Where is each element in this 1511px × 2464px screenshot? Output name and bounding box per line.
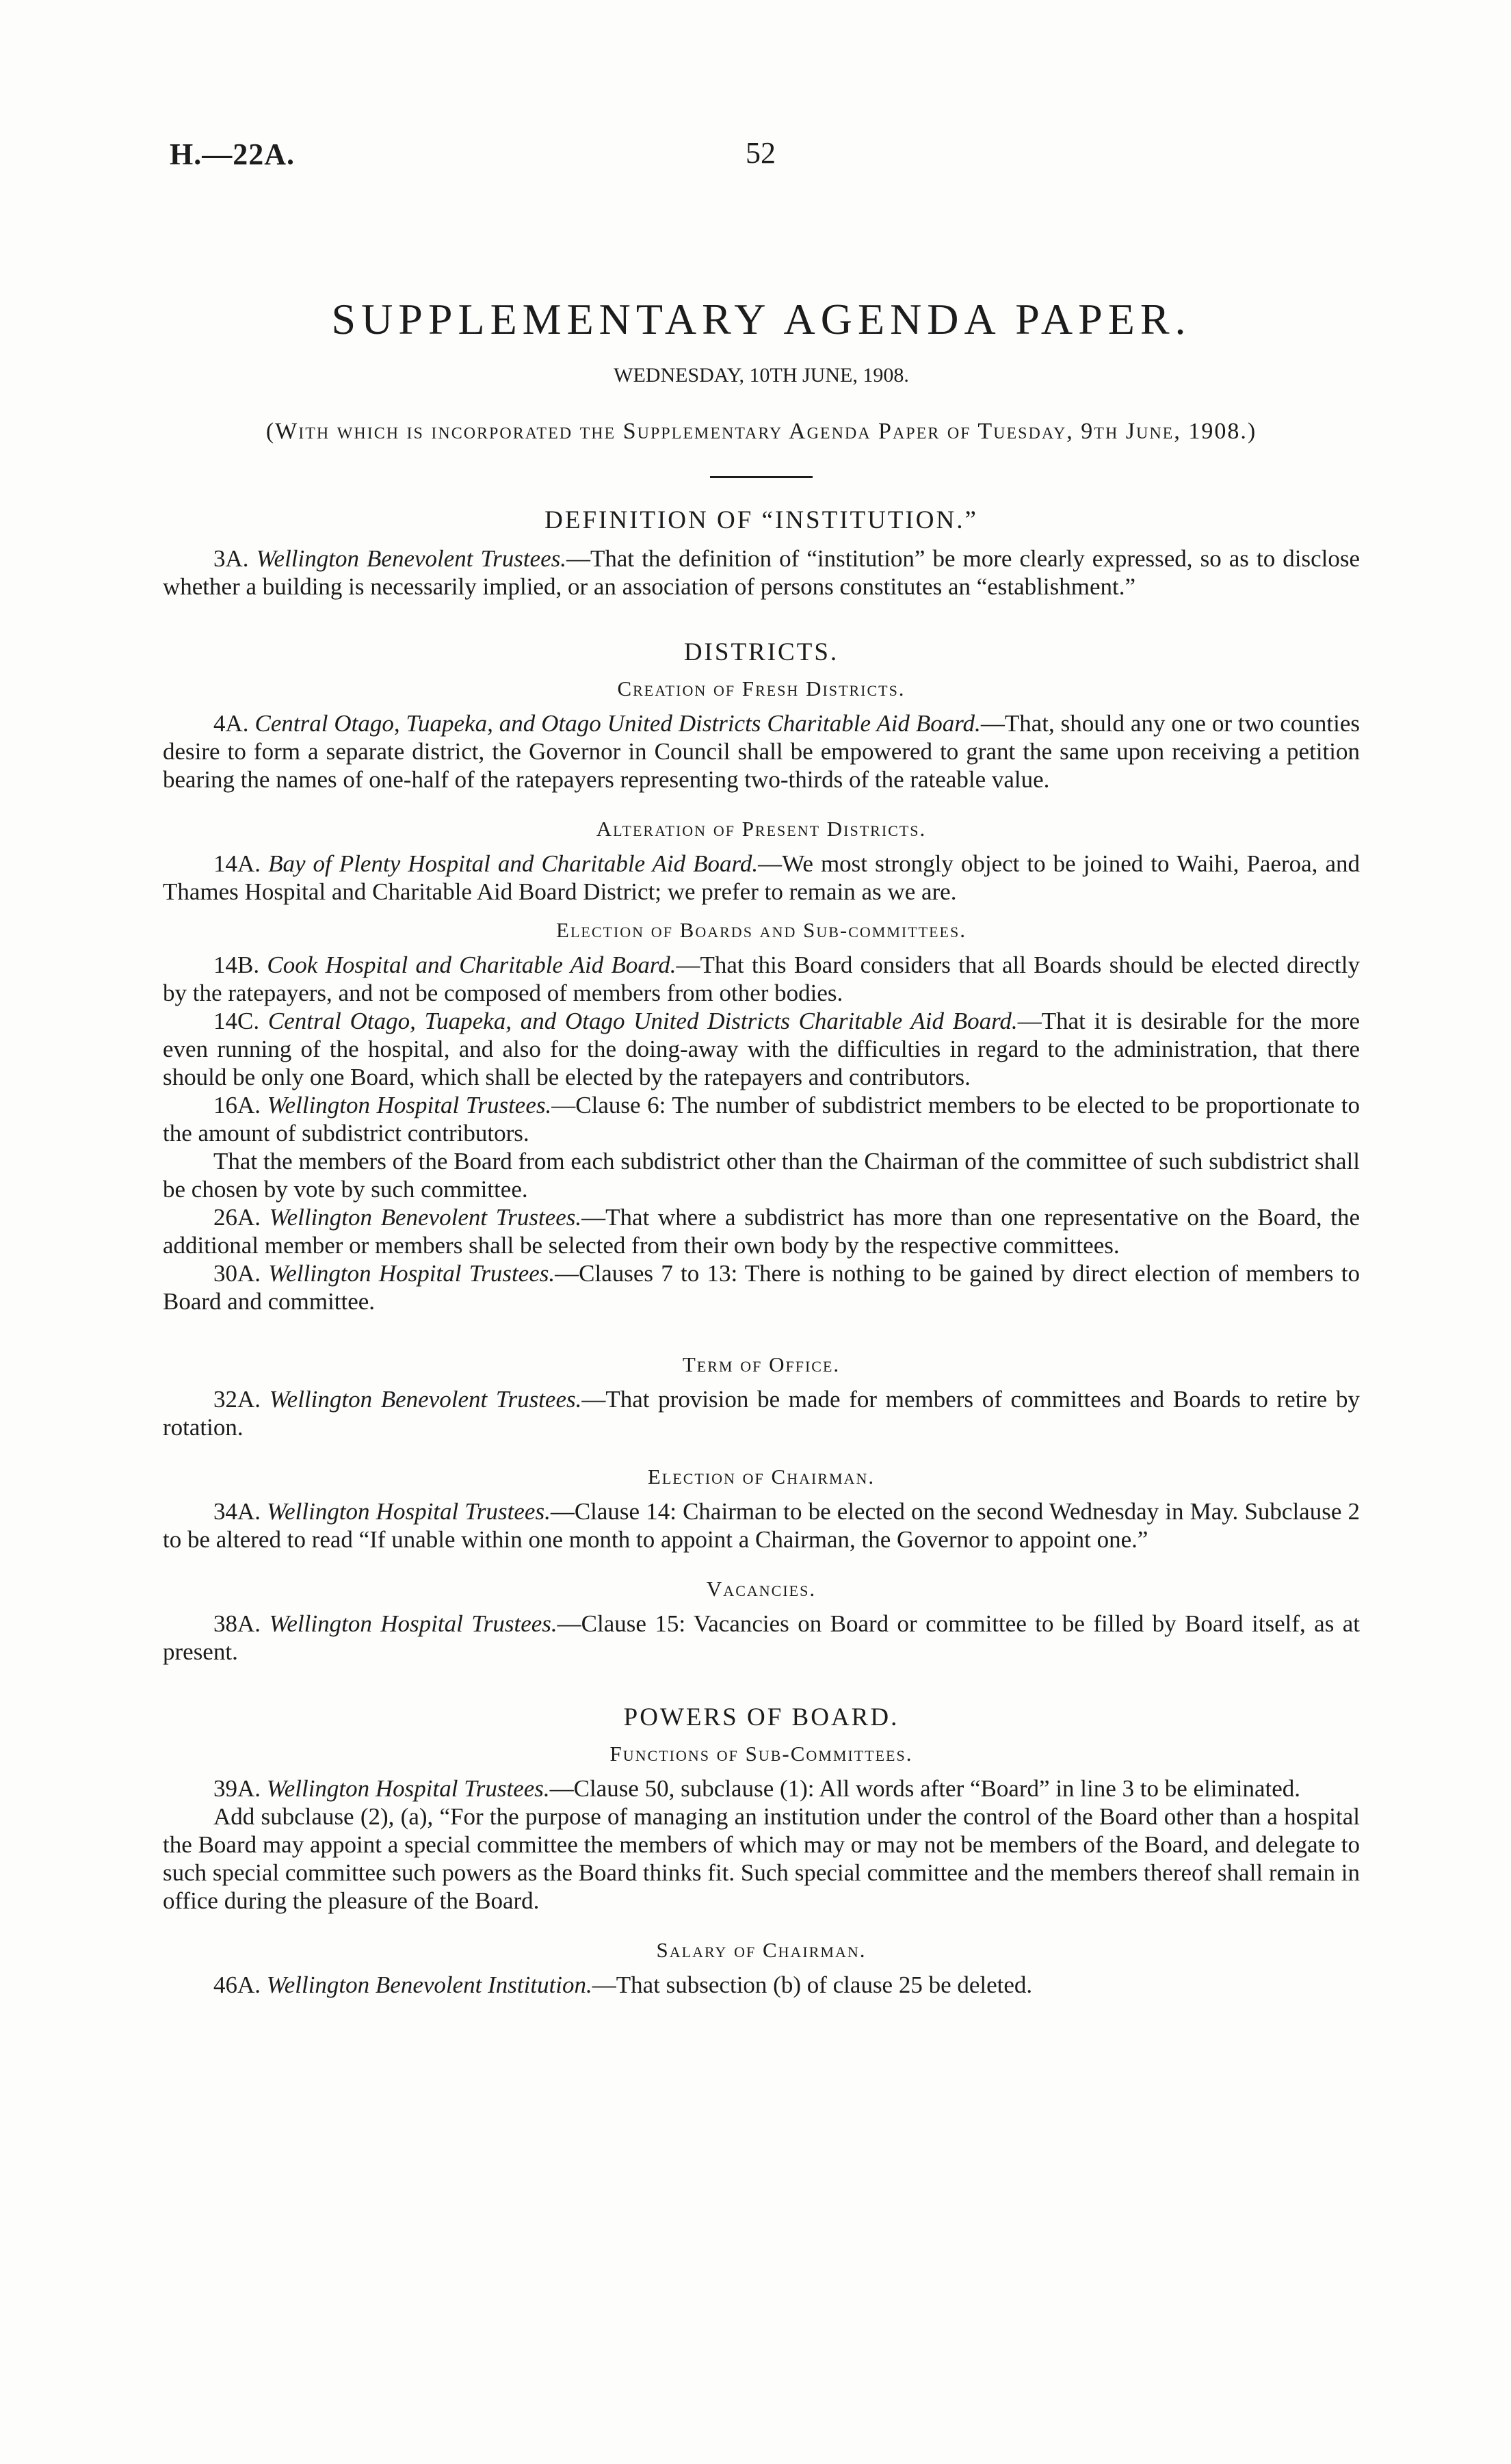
item-46a — [163, 1971, 1360, 1999]
item-text: —That where a subdistrict has more than one representative on the Board, the additional member or members shall be selected from their own body by the respective committees. — [163, 1204, 1361, 1259]
page-title: SUPPLEMENTARY AGENDA PAPER. — [331, 295, 1192, 343]
item-number: 34A. — [213, 1498, 261, 1525]
series-reference: H.—22A. — [170, 137, 295, 171]
item-number: 14B. — [213, 952, 260, 978]
subheading-salary: Salary of Chairman. — [656, 1938, 867, 1962]
item-text: —We most strongly object to be joined to Waihi, Paeroa, and Thames Hospital and Charitable Aid Board District; we prefer to remain as we are. — [163, 850, 1361, 905]
item-text: —Clause 6: The number of subdistrict members to be elected to be proportionate to the amount of subdistrict contributors. — [163, 1092, 1360, 1146]
item-number: 14C. — [213, 1008, 260, 1034]
item-body: Wellington Benevolent Trustees. — [256, 545, 566, 572]
item-16a-continued: That the members of the Board from each subdistrict other than the Chairman of the committee of such subdistrict shall be chosen by vote by such committee. — [163, 1148, 1360, 1203]
item-body: Wellington Hospital Trustees. — [267, 1498, 551, 1525]
section-heading-definition: DEFINITION OF “INSTITUTION.” — [544, 506, 978, 534]
item-39a — [163, 1774, 1360, 1803]
item-body: Wellington Hospital Trustees. — [269, 1610, 557, 1637]
item-body: Cook Hospital and Charitable Aid Board. — [267, 952, 676, 978]
item-text: —That the definition of “institution” be more clearly expressed, so as to disclose whether a building is necessarily implied, or an association of persons constitutes an “establishment.” — [163, 545, 1361, 600]
item-14c — [163, 1007, 1360, 1091]
item-body: Wellington Hospital Trustees. — [267, 1092, 552, 1118]
section-heading-powers: POWERS OF BOARD. — [623, 1703, 899, 1731]
item-26a — [163, 1203, 1360, 1259]
item-number: 26A. — [213, 1204, 261, 1231]
subheading-election-chairman: Election of Chairman. — [647, 1465, 876, 1489]
subheading-functions: Functions of Sub-Committees. — [609, 1742, 913, 1766]
item-number: 16A. — [213, 1092, 261, 1118]
agenda-date: WEDNESDAY, 10TH JUNE, 1908. — [614, 364, 909, 386]
item-3a — [163, 545, 1360, 601]
item-number: 30A. — [213, 1260, 261, 1287]
item-32a — [163, 1385, 1360, 1441]
document-body — [163, 294, 1360, 1999]
item-body: Wellington Benevolent Trustees. — [269, 1204, 582, 1231]
subheading-term: Term of Office. — [682, 1352, 841, 1376]
item-39a-continued: Add subclause (2), (a), “For the purpose of managing an institution under the control of the Board other than a hospital the Board may appoint a special committee the members of which may or may not be members of the Board, and delegate to such special committee such powers as the Board thinks fit. Such special committee and the members thereof shall remain in office during the pleasure of the Board. — [163, 1803, 1360, 1914]
item-34a — [163, 1497, 1360, 1554]
incorporation-note: (With which is incorporated the Supplementary Agenda Paper of Tuesday, 9th June, 1908.) — [265, 419, 1257, 444]
item-body: Central Otago, Tuapeka, and Otago United Districts Charitable Aid Board. — [267, 1008, 1018, 1034]
item-number: 4A. — [213, 710, 249, 737]
item-body: Bay of Plenty Hospital and Charitable Aid Board. — [268, 850, 759, 877]
item-text: —That, should any one or two counties desire to form a separate district, the Governor in Council shall be empowered to grant the same upon receiving a petition bearing the names of one-half of the ratepayers representing two-thirds of the rateable value. — [163, 710, 1360, 793]
item-body: Central Otago, Tuapeka, and Otago United Districts Charitable Aid Board. — [254, 710, 981, 737]
item-14b — [163, 951, 1360, 1007]
item-body: Wellington Benevolent Trustees. — [269, 1386, 582, 1413]
item-text: —Clauses 7 to 13: There is nothing to be gained by direct election of members to Board and committee. — [163, 1260, 1360, 1315]
item-number: 32A. — [213, 1386, 261, 1413]
item-text: —Clause 50, subclause (1): All words after “Board” in line 3 to be eliminated. — [549, 1775, 1301, 1802]
item-number: 3A. — [213, 545, 249, 572]
item-30a — [163, 1259, 1360, 1315]
item-text: —Clause 14: Chairman to be elected on the second Wednesday in May. Subclause 2 to be altered to read “If unable within one month to appoint a Chairman, the Governor to appoint one.” — [163, 1498, 1360, 1553]
subheading-creation: Creation of Fresh Districts. — [617, 677, 906, 700]
item-38a — [163, 1610, 1360, 1666]
item-4a — [163, 709, 1360, 794]
item-body: Wellington Hospital Trustees. — [266, 1775, 550, 1802]
item-text: —That provision be made for members of committees and Boards to retire by rotation. — [163, 1386, 1361, 1441]
subheading-election-boards: Election of Boards and Sub-committees. — [556, 918, 967, 942]
item-14a — [163, 850, 1360, 906]
section-heading-districts: DISTRICTS. — [683, 638, 839, 666]
item-number: 14A. — [213, 850, 261, 877]
item-body: Wellington Benevolent Institution. — [266, 1971, 592, 1998]
item-text: —That subsection (b) of clause 25 be deleted. — [592, 1971, 1033, 1998]
page-number: 52 — [746, 136, 776, 170]
subheading-alteration: Alteration of Present Districts. — [596, 817, 927, 841]
divider-rule — [710, 476, 813, 478]
subheading-vacancies: Vacancies. — [706, 1577, 817, 1601]
item-number: 46A. — [213, 1971, 261, 1998]
item-text: —That it is desirable for the more even running of the hospital, and also for the doing-away with the difficulties in regard to the administration, that there should be only one Board, which shall be elected by the ratepayers and contributors. — [163, 1008, 1360, 1090]
item-text: —Clause 15: Vacancies on Board or committee to be filled by Board itself, as at present. — [163, 1610, 1360, 1665]
item-number: 38A. — [213, 1610, 261, 1637]
item-number: 39A. — [213, 1775, 261, 1802]
item-body: Wellington Hospital Trustees. — [268, 1260, 555, 1287]
item-text: —That this Board considers that all Boards should be elected directly by the ratepayers, and not be composed of members from other bodies. — [163, 952, 1361, 1006]
item-16a — [163, 1091, 1360, 1147]
